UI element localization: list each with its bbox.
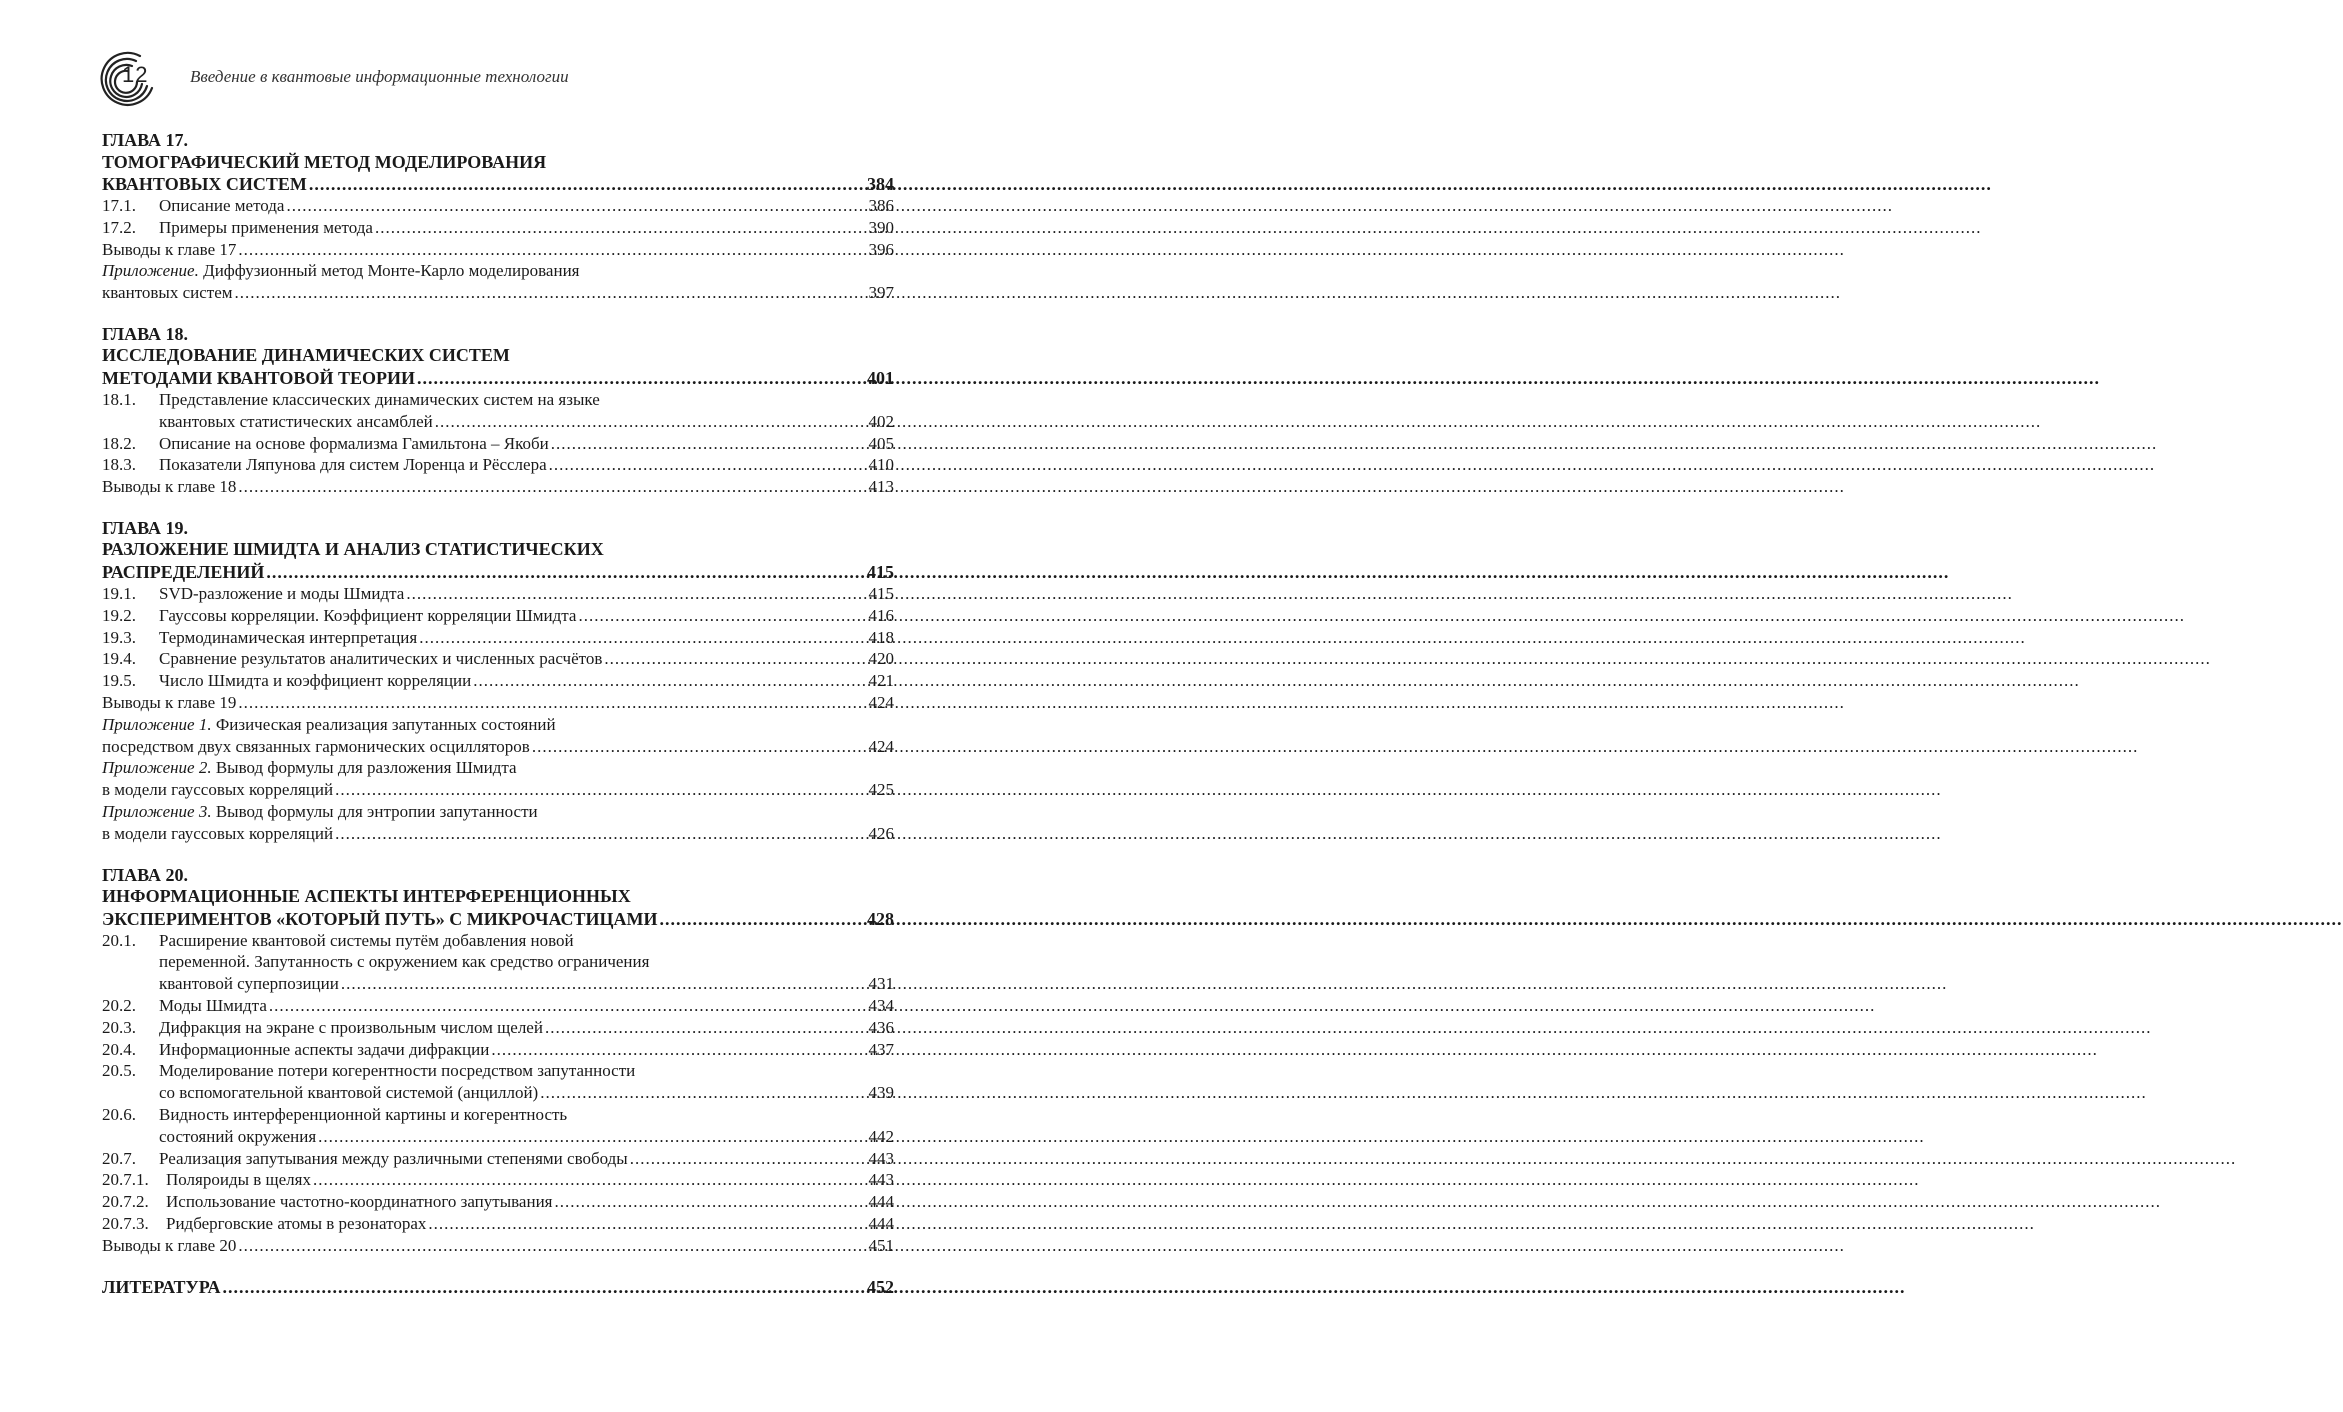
section-number: 20.7.3. xyxy=(102,1213,149,1233)
section-number: 17.2. xyxy=(102,217,136,237)
page-ref: 428 xyxy=(867,908,894,929)
toc-entry-line xyxy=(102,389,894,411)
section-number: 19.4. xyxy=(102,649,136,669)
chapter-title-row[interactable] xyxy=(102,908,894,930)
page-header xyxy=(98,48,898,108)
page-ref: 413 xyxy=(868,477,894,497)
dot-leader xyxy=(555,1191,867,1213)
section-title-cont: квантовой суперпозиции xyxy=(159,974,339,994)
section-title: Представление классических динамических систем на языке xyxy=(159,389,600,409)
dot-leader xyxy=(578,605,866,627)
page-ref: 451 xyxy=(868,1235,894,1255)
chapter-label: ГЛАВА 17. xyxy=(102,130,189,150)
section-title: Информационные аспекты задачи дифракции xyxy=(159,1039,490,1059)
toc-entry[interactable] xyxy=(102,1017,894,1039)
chapter-title-line: ЭКСПЕРИМЕНТОВ «КОТОРЫЙ ПУТЬ» С МИКРОЧАСТИЦАМИ xyxy=(102,908,658,929)
section-number: 18.2. xyxy=(102,433,136,453)
page-ref: 397 xyxy=(868,283,894,303)
appendix-title-cont: в модели гауссовых корреляций xyxy=(102,823,334,843)
toc-entry[interactable] xyxy=(102,433,894,455)
page-ref: 443 xyxy=(868,1148,894,1168)
dot-leader xyxy=(313,1169,867,1191)
page-ref: 402 xyxy=(868,411,894,431)
appendix-line xyxy=(102,801,894,823)
conclusion-entry[interactable] xyxy=(102,476,894,498)
dot-leader xyxy=(428,1213,866,1235)
toc-entry[interactable] xyxy=(102,411,894,433)
section-title: Число Шмидта и коэффициент корреляции xyxy=(159,671,472,691)
section-title: Сравнение результатов аналитических и численных расчётов xyxy=(159,649,603,669)
toc-entry[interactable] xyxy=(102,973,894,995)
dot-leader xyxy=(491,1039,866,1061)
section-title-cont: переменной. Запутанность с окружением как средство ограничения xyxy=(159,952,650,972)
chapter-title-row[interactable] xyxy=(102,561,894,583)
section-number: 20.7. xyxy=(102,1148,136,1168)
conclusion-entry[interactable] xyxy=(102,692,894,714)
toc-entry[interactable] xyxy=(102,195,894,217)
dot-leader xyxy=(269,995,867,1017)
running-title: Введение в квантовые информационные технологии xyxy=(190,67,569,86)
page-ref: 420 xyxy=(868,649,894,669)
section-number: 20.1. xyxy=(102,930,136,950)
section-title: Поляроиды в щелях xyxy=(166,1170,311,1190)
appendix-title-cont: квантовых систем xyxy=(102,283,233,303)
dot-leader xyxy=(545,1017,867,1039)
chapter-title-row[interactable] xyxy=(102,367,894,389)
toc-entry[interactable] xyxy=(102,1039,894,1061)
section-title: Описание на основе формализма Гамильтона – Якоби xyxy=(159,433,549,453)
section-number: 20.7.1. xyxy=(102,1170,149,1190)
page-ref: 442 xyxy=(868,1126,894,1146)
dot-leader xyxy=(238,1235,866,1257)
chapter-label: ГЛАВА 19. xyxy=(102,517,189,538)
page-ref: 424 xyxy=(868,692,894,712)
page-ref: 390 xyxy=(868,217,894,237)
section-title: Примеры применения метода xyxy=(159,217,373,237)
section-title-cont: со вспомогательной квантовой системой (анциллой) xyxy=(159,1083,539,1103)
section-number: 20.5. xyxy=(102,1061,136,1081)
dot-leader xyxy=(417,367,865,389)
dot-leader xyxy=(309,173,865,195)
appendix-line xyxy=(102,714,894,736)
section-title: Термодинамическая интерпретация xyxy=(159,627,418,647)
page-ref: 416 xyxy=(868,605,894,625)
chapter-17 xyxy=(102,130,894,304)
toc-subentry[interactable] xyxy=(102,1169,894,1191)
appendix-label: Приложение 2. xyxy=(102,758,212,778)
page-ref: 431 xyxy=(868,974,894,994)
page-ref: 437 xyxy=(868,1039,894,1059)
literature-title: ЛИТЕРАТУРА xyxy=(102,1277,221,1298)
chapter-title-line: ИНФОРМАЦИОННЫЕ АСПЕКТЫ ИНТЕРФЕРЕНЦИОННЫХ xyxy=(102,886,631,907)
section-title-cont: квантовых статистических ансамблей xyxy=(159,411,433,431)
toc-entry[interactable] xyxy=(102,1082,894,1104)
page-ref: 444 xyxy=(868,1213,894,1233)
page-ref: 421 xyxy=(868,671,894,691)
section-number: 19.3. xyxy=(102,627,136,647)
section-number: 19.1. xyxy=(102,583,136,603)
page-ref: 415 xyxy=(867,561,894,582)
section-title: SVD-разложение и моды Шмидта xyxy=(159,583,405,603)
section-number: 20.7.2. xyxy=(102,1192,149,1212)
section-number: 18.1. xyxy=(102,389,136,409)
conclusion-title: Выводы к главе 19 xyxy=(102,692,237,712)
dot-leader xyxy=(238,692,866,714)
toc-entry[interactable] xyxy=(102,454,894,476)
conclusion-entry[interactable] xyxy=(102,1235,894,1257)
toc-subentry[interactable] xyxy=(102,1213,894,1235)
appendix-title: Вывод формулы для энтропии запутанности xyxy=(215,801,538,821)
section-title: Моделирование потери когерентности посредством запутанности xyxy=(159,1061,636,1081)
section-title: Моды Шмидта xyxy=(159,995,267,1015)
toc-entry[interactable] xyxy=(102,1126,894,1148)
appendix-entry[interactable] xyxy=(102,736,894,758)
chapter-19 xyxy=(102,518,894,845)
appendix-title-cont: в модели гауссовых корреляций xyxy=(102,780,334,800)
toc-entry-line xyxy=(102,1104,894,1126)
page-ref: 410 xyxy=(868,455,894,475)
section-number: 19.2. xyxy=(102,605,136,625)
dot-leader xyxy=(266,561,865,583)
section-title: Расширение квантовой системы путём добавления новой xyxy=(159,930,574,950)
dot-leader xyxy=(604,648,866,670)
page-ref: 401 xyxy=(867,367,894,388)
page-ref: 386 xyxy=(868,196,894,215)
page-ref: 444 xyxy=(868,1192,894,1212)
dot-leader xyxy=(238,239,866,261)
dot-leader xyxy=(551,433,867,455)
appendix-line xyxy=(102,260,894,282)
page-ref: 436 xyxy=(868,1017,894,1037)
conclusion-title: Выводы к главе 18 xyxy=(102,477,237,497)
page-ref: 425 xyxy=(868,780,894,800)
page-ref: 418 xyxy=(868,627,894,647)
dot-leader xyxy=(235,282,867,304)
dot-leader xyxy=(549,454,867,476)
appendix-title-cont: посредством двух связанных гармонических осцилляторов xyxy=(102,736,530,756)
book-page xyxy=(0,0,1000,1412)
dot-leader xyxy=(406,583,866,605)
dot-leader xyxy=(341,973,867,995)
chapter-title-line: ТОМОГРАФИЧЕСКИЙ МЕТОД МОДЕЛИРОВАНИЯ xyxy=(102,151,547,172)
section-number: 20.3. xyxy=(102,1017,136,1037)
appendix-entry[interactable] xyxy=(102,823,894,845)
section-number: 20.4. xyxy=(102,1039,136,1059)
section-title: Гауссовы корреляции. Коэффициент корреляции Шмидта xyxy=(159,605,577,625)
dot-leader xyxy=(375,217,867,239)
dot-leader xyxy=(286,195,866,217)
toc-entry[interactable] xyxy=(102,605,894,627)
section-title: Ридберговские атомы в резонаторах xyxy=(166,1213,427,1233)
page-number: 12 xyxy=(122,62,149,87)
dot-leader xyxy=(630,1148,867,1170)
page-ref: 452 xyxy=(867,1277,894,1298)
appendix-title: Диффузионный метод Монте-Карло моделирования xyxy=(203,261,580,281)
dot-leader xyxy=(335,823,866,845)
chapter-title-line: РАЗЛОЖЕНИЕ ШМИДТА И АНАЛИЗ СТАТИСТИЧЕСКИХ xyxy=(102,539,604,560)
page-ref: 443 xyxy=(868,1170,894,1190)
section-title: Показатели Ляпунова для систем Лоренца и Рёсслера xyxy=(159,455,547,475)
chapter-label: ГЛАВА 18. xyxy=(102,323,189,344)
chapter-title-row[interactable] xyxy=(102,173,894,195)
appendix-label: Приложение. xyxy=(102,261,199,281)
literature-entry[interactable] xyxy=(102,1276,894,1298)
dot-leader xyxy=(238,476,866,498)
toc-subentry[interactable] xyxy=(102,1191,894,1213)
conclusion-title: Выводы к главе 17 xyxy=(102,239,237,259)
section-number: 18.3. xyxy=(102,455,136,475)
dot-leader xyxy=(660,908,865,930)
section-title-cont: состояний окружения xyxy=(159,1126,317,1146)
toc-entry[interactable] xyxy=(102,627,894,649)
page-ref: 396 xyxy=(868,239,894,259)
dot-leader xyxy=(532,736,867,758)
appendix-entry[interactable] xyxy=(102,282,894,304)
dot-leader xyxy=(335,779,866,801)
appendix-title: Физическая реализация запутанных состояний xyxy=(215,714,556,734)
toc-entry-line xyxy=(102,1060,894,1082)
section-number: 20.2. xyxy=(102,995,136,1015)
toc-entry[interactable] xyxy=(102,1148,894,1170)
toc-entry[interactable] xyxy=(102,217,894,239)
chapter-label: ГЛАВА 20. xyxy=(102,864,189,885)
conclusion-entry[interactable] xyxy=(102,239,894,261)
chapter-18 xyxy=(102,324,894,498)
dot-leader xyxy=(318,1126,866,1148)
section-title: Дифракция на экране с произвольным числом щелей xyxy=(159,1017,543,1037)
page-ref: 405 xyxy=(868,433,894,453)
appendix-label: Приложение 1. xyxy=(102,714,212,734)
chapter-title-line: РАСПРЕДЕЛЕНИЙ xyxy=(102,561,265,582)
chapter-20 xyxy=(102,865,894,1257)
page-ref: 439 xyxy=(868,1083,894,1103)
page-ref: 434 xyxy=(868,995,894,1015)
dot-leader xyxy=(540,1082,866,1104)
section-number: 19.5. xyxy=(102,671,136,691)
chapter-title-line: МЕТОДАМИ КВАНТОВОЙ ТЕОРИИ xyxy=(102,367,415,388)
chapter-title-line: ИССЛЕДОВАНИЕ ДИНАМИЧЕСКИХ СИСТЕМ xyxy=(102,345,510,366)
page-ref: 426 xyxy=(868,823,894,843)
section-title: Использование частотно-координатного запутывания xyxy=(166,1192,553,1212)
section-number: 17.1. xyxy=(102,196,136,215)
chapter-title-line: КВАНТОВЫХ СИСТЕМ xyxy=(102,174,307,194)
dot-leader xyxy=(473,670,866,692)
section-title: Реализация запутывания между различными степенями свободы xyxy=(159,1148,628,1168)
page-ref: 384 xyxy=(867,174,894,194)
conclusion-title: Выводы к главе 20 xyxy=(102,1235,237,1255)
page-ref: 424 xyxy=(868,736,894,756)
page-ref: 415 xyxy=(868,583,894,603)
toc-entry[interactable] xyxy=(102,583,894,605)
appendix-label: Приложение 3. xyxy=(102,801,212,821)
appendix-entry[interactable] xyxy=(102,779,894,801)
section-title: Видность интерференционной картины и когерентность xyxy=(159,1104,568,1124)
table-of-contents xyxy=(102,130,894,1298)
section-number: 20.6. xyxy=(102,1104,136,1124)
dot-leader xyxy=(435,411,867,433)
appendix-title: Вывод формулы для разложения Шмидта xyxy=(215,758,517,778)
section-title: Описание метода xyxy=(159,196,285,215)
toc-entry[interactable] xyxy=(102,648,894,670)
toc-entry[interactable] xyxy=(102,995,894,1017)
toc-entry[interactable] xyxy=(102,670,894,692)
dot-leader xyxy=(419,627,866,649)
toc-entry-line xyxy=(102,930,894,952)
appendix-line xyxy=(102,757,894,779)
dot-leader xyxy=(222,1276,865,1298)
